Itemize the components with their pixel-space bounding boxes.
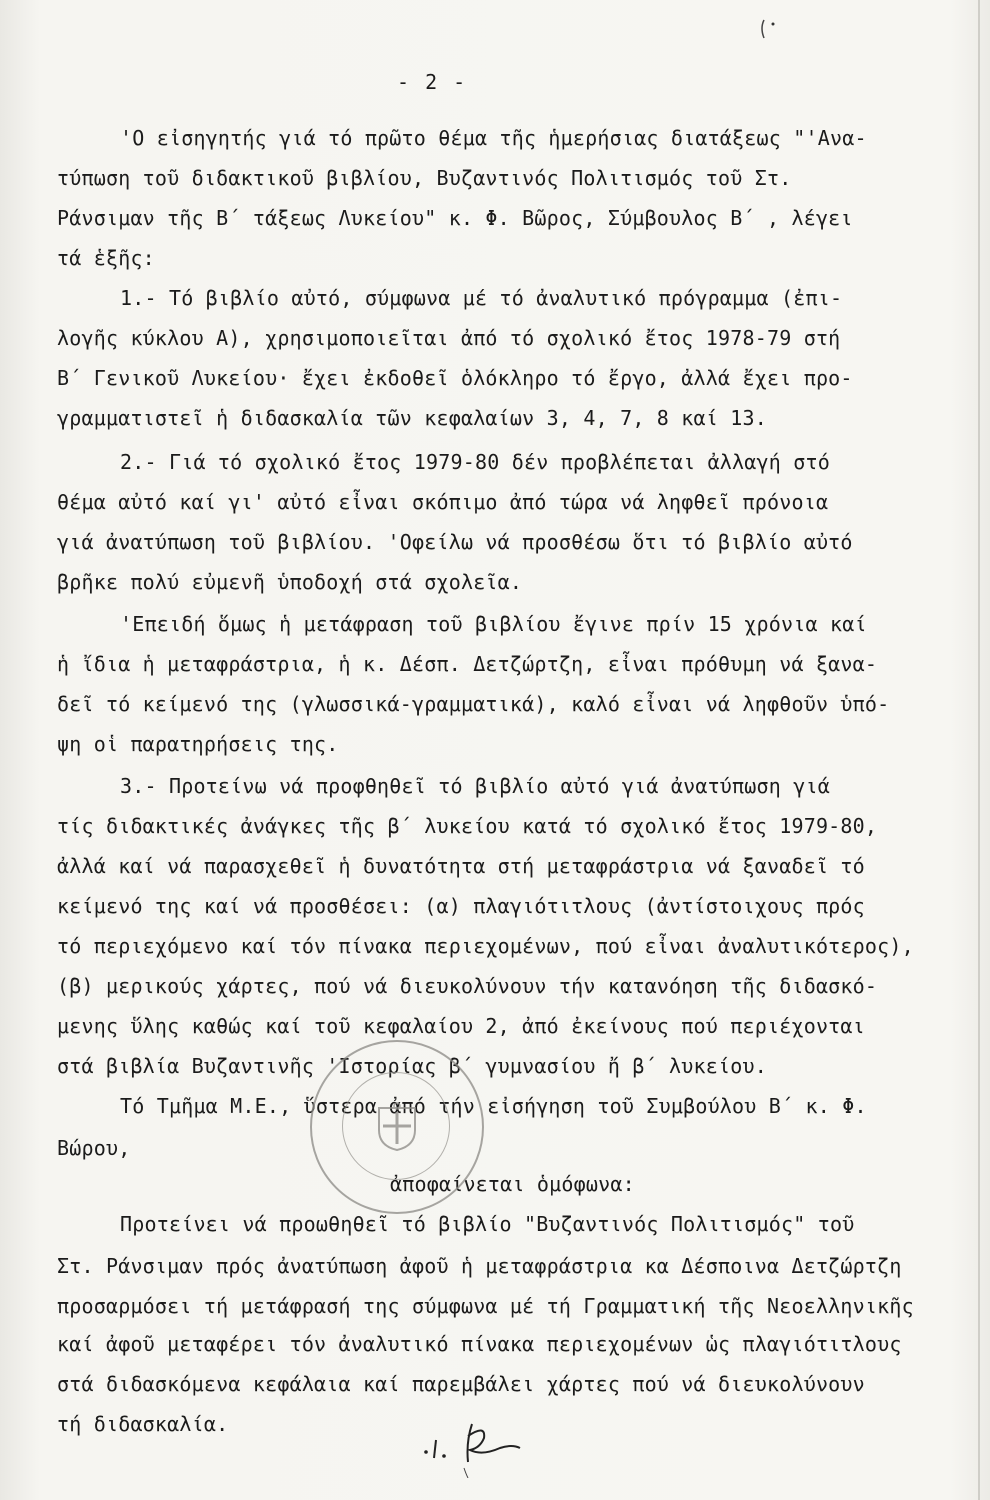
text-line: ἀποφαίνεται ὁμόφωνα: (390, 1172, 635, 1196)
text-line: γιά ἀνατύπωση τοῦ βιβλίου. 'Οφείλω νά προσθέσω ὅτι τό βιβλίο αὐτό (57, 530, 853, 554)
text-line: καί ἀφοῦ μεταφέρει τόν ἀναλυτικό πίνακα περιεχομένων ὡς πλαγιότιτλους (57, 1332, 902, 1356)
official-seal-stamp (310, 1040, 484, 1214)
text-line: τύπωση τοῦ διδακτικοῦ βιβλίου, Βυζαντινός Πολιτισμός τοῦ Στ. (57, 166, 792, 190)
text-line: τό περιεχόμενο καί τόν πίνακα περιεχομένων, πού εἶναι ἀναλυτικότερος), (57, 934, 914, 958)
text-line: ἀλλά καί νά παρασχεθεῖ ἡ δυνατότητα στή μεταφράστρια νά ξαναδεῖ τό (57, 854, 865, 878)
text-line: ἡ ἴδια ἡ μεταφράστρια, ἡ κ. Δέσπ. Δετζώρτζη, εἶναι πρόθυμη νά ξανα- (57, 652, 878, 676)
text-line: ψη οἱ παρατηρήσεις της. (57, 732, 339, 756)
text-line: στά διδασκόμενα κεφάλαια καί παρεμβάλει χάρτες πού νά διευκολύνουν (57, 1372, 865, 1396)
text-line: (β) μερικούς χάρτες, πού νά διευκολύνουν τήν κατανόηση τῆς διδασκό- (57, 974, 878, 998)
text-line: 'Επειδή ὅμως ἡ μετάφραση τοῦ βιβλίου ἔγινε πρίν 15 χρόνια καί (120, 612, 867, 636)
text-line: 2.- Γιά τό σχολικό ἔτος 1979-80 δέν προβλέπεται ἀλλαγή στό (120, 450, 830, 474)
text-line: θέμα αὐτό καί γι' αὐτό εἶναι σκόπιμο ἀπό τώρα νά ληφθεῖ πρόνοια (57, 490, 829, 514)
handwritten-signature (420, 1418, 530, 1478)
text-line: δεῖ τό κείμενό της (γλωσσικά-γραμματικά), καλό εἶναι νά ληφθοῦν ὑπό- (57, 692, 890, 716)
page-edge-shadow (978, 0, 980, 1500)
text-line: Β΄ Γενικοῦ Λυκείου· ἔχει ἐκδοθεῖ ὁλόκληρο τό ἔργο, ἀλλά ἔχει προ- (57, 366, 853, 390)
corner-pen-mark (758, 18, 778, 40)
text-line: τή διδασκαλία. (57, 1412, 229, 1436)
text-line: γραμματιστεῖ ἡ διδασκαλία τῶν κεφαλαίων 3, 4, 7, 8 καί 13. (57, 406, 767, 430)
text-line: στά βιβλία Βυζαντινῆς 'Ιστορίας β΄ γυμνασίου ἤ β΄ λυκείου. (57, 1054, 767, 1078)
page-number: - 2 - (397, 70, 468, 94)
text-line: Προτείνει νά προωθηθεῖ τό βιβλίο "Βυζαντινός Πολιτισμός" τοῦ (120, 1212, 855, 1236)
text-line: κείμενό της καί νά προσθέσει: (α) πλαγιότιτλους (ἀντίστοιχους πρός (57, 894, 865, 918)
text-line: Τό Τμῆμα Μ.Ε., ὕστερα ἀπό τήν εἰσήγηση τοῦ Συμβούλου Β΄ κ. Φ. (120, 1094, 867, 1118)
text-line: προσαρμόσει τή μετάφρασή της σύμφωνα μέ τή Γραμματική τῆς Νεοελληνικῆς (57, 1294, 914, 1318)
text-line: 3.- Προτείνω νά προφθηθεῖ τό βιβλίο αὐτό γιά ἀνατύπωση γιά (120, 774, 830, 798)
text-line: τίς διδακτικές ἀνάγκες τῆς β΄ λυκείου κατά τό σχολικό ἔτος 1979-80, (57, 814, 878, 838)
text-line: 1.- Τό βιβλίο αὐτό, σύμφωνα μέ τό ἀναλυτικό πρόγραμμα (ἐπι- (120, 286, 843, 310)
text-line: λογῆς κύκλου Α), χρησιμοποιεῖται ἀπό τό σχολικό ἔτος 1978-79 στή (57, 326, 841, 350)
text-line: Ράνσιμαν τῆς Β΄ τάξεως Λυκείου" κ. Φ. Βῶρος, Σύμβουλος Β΄ , λέγει (57, 206, 853, 230)
text-line: μενης ὕλης καθώς καί τοῦ κεφαλαίου 2, ἀπό ἐκείνους πού περιέχονται (57, 1014, 865, 1038)
coat-of-arms-icon (375, 1102, 419, 1152)
text-line: τά ἑξῆς: (57, 246, 155, 270)
text-line: βρῆκε πολύ εὐμενῆ ὑποδοχή στά σχολεῖα. (57, 570, 523, 594)
text-line: Στ. Ράνσιμαν πρός ἀνατύπωση ἀφοῦ ἡ μεταφράστρια κα Δέσποινα Δετζώρτζη (57, 1254, 902, 1278)
text-line: 'Ο εἰσηγητής γιά τό πρῶτο θέμα τῆς ἡμερήσιας διατάξεως "'Ανα- (120, 126, 867, 150)
text-line: Βώρου, (57, 1136, 131, 1160)
